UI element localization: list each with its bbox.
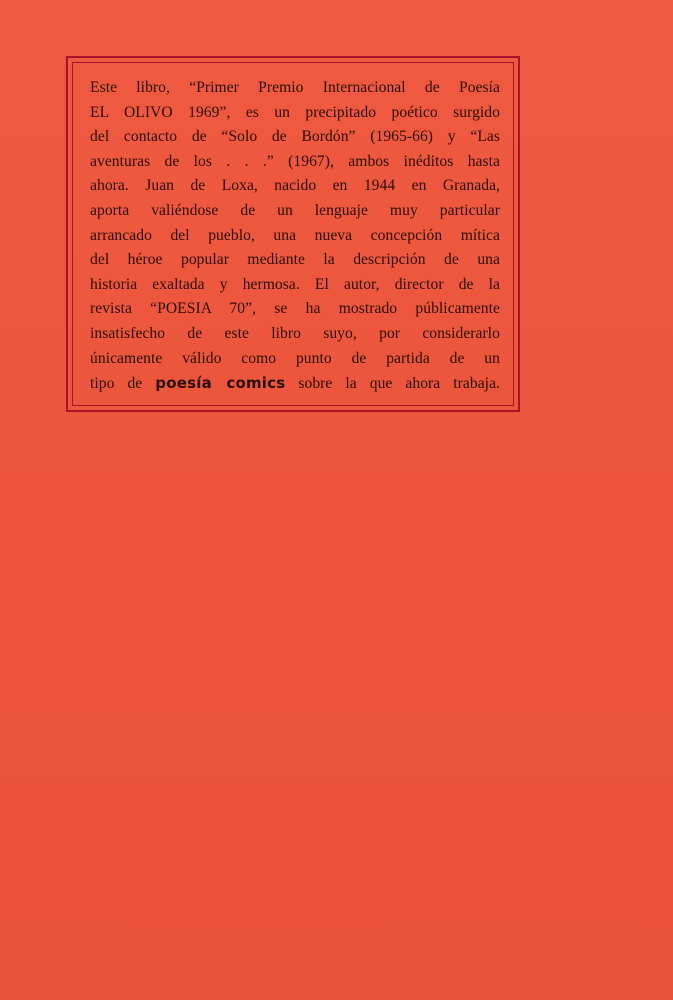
blurb-line: aporta valiéndose de un lenguaje muy particular xyxy=(90,201,500,219)
blurb-line: EL OLIVO 1969”, es un precipitado poético surgido xyxy=(90,103,500,121)
blurb-last-line-start: tipo de xyxy=(90,375,156,393)
blurb-line: aventuras de los . . .” (1967), ambos inéditos hasta xyxy=(90,152,500,170)
blurb-line: Este libro, “Primer Premio Internacional de Poesía xyxy=(90,79,500,96)
blurb-line: del contacto de “Solo de Bordón” (1965-66) y “Las xyxy=(90,128,500,146)
poesia-comics-highlight: poesía comics xyxy=(155,374,286,393)
blurb-paragraph xyxy=(90,76,500,397)
blurb-line: ahora. Juan de Loxa, nacido en 1944 en Granada, xyxy=(90,177,500,195)
blurb-line: únicamente válido como punto de partida de un xyxy=(90,349,500,367)
blurb-line: insatisfecho de este libro suyo, por considerarlo xyxy=(90,324,500,342)
blurb-last-line xyxy=(90,371,500,397)
blurb-last-line-end: sobre la que ahora trabaja. xyxy=(285,375,500,393)
blurb-line: del héroe popular mediante la descripción de una xyxy=(90,251,500,269)
blurb-line: historia exaltada y hermosa. El autor, director de la xyxy=(90,275,500,293)
blurb-line: arrancado del pueblo, una nueva concepción mítica xyxy=(90,226,500,244)
blurb-line: revista “POESIA 70”, se ha mostrado públicamente xyxy=(90,300,500,318)
